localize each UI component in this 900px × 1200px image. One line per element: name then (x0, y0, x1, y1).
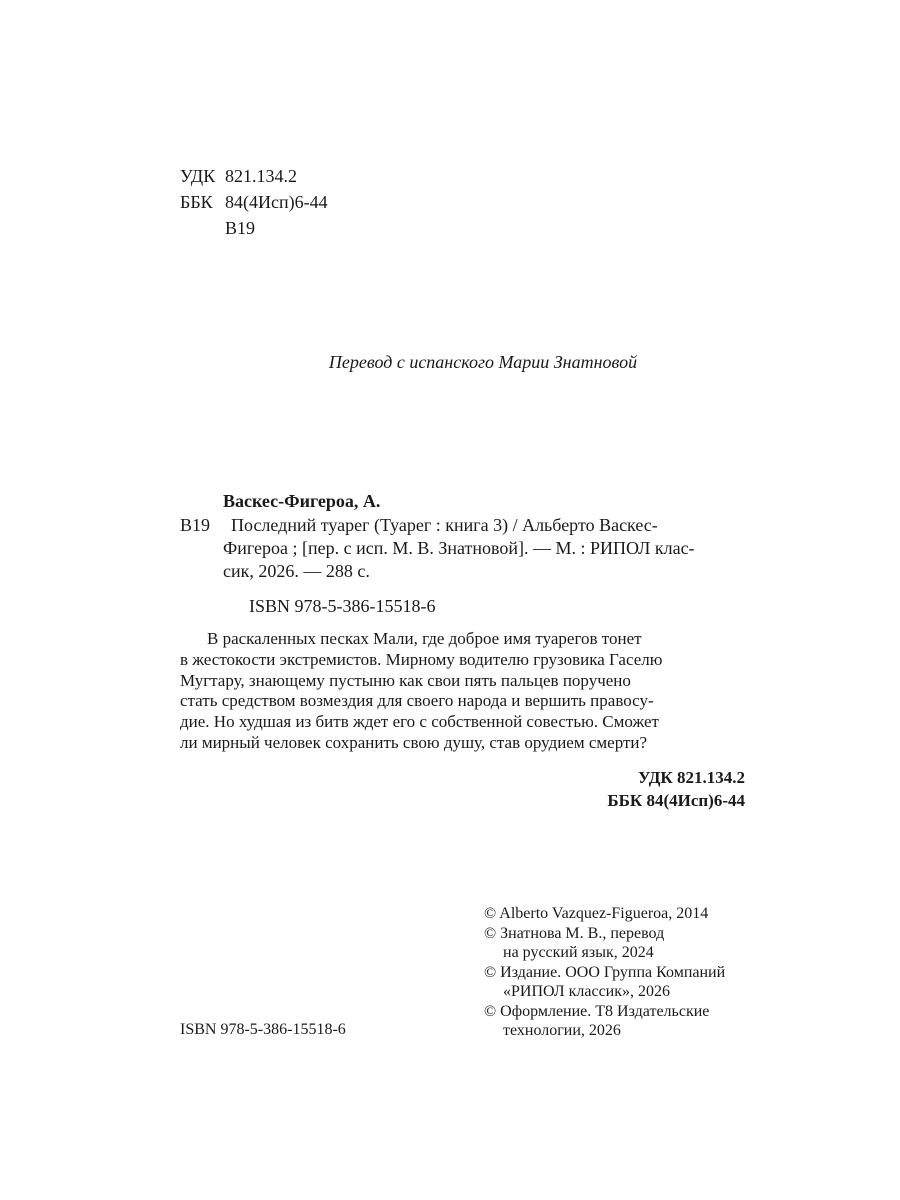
card-bbk: ББК 84(4Исп)6-44 (607, 790, 745, 810)
copyright-line: © Оформление. Т8 Издательские (484, 1002, 710, 1020)
author-mark-row (180, 215, 328, 241)
card-code: В19 (180, 515, 211, 535)
bbk-row (180, 189, 328, 215)
card-isbn: ISBN 978-5-386-15518-6 (249, 596, 436, 616)
description-line: сик, 2026. — 288 с. (223, 561, 370, 581)
annotation-line: в жестокости экстремистов. Мирному водителю грузовика Гаселю (180, 649, 663, 669)
copyright-line: технологии, 2026 (503, 1022, 621, 1039)
translator-note: Перевод с испанского Марии Знатновой (328, 352, 638, 372)
annotation-line: дие. Но худшая из битв ждет его с собственной совестью. Сможет (180, 712, 659, 732)
card-codes (180, 766, 745, 812)
copyright-line: © Знатнова М. В., перевод (484, 924, 665, 942)
card-description (223, 514, 745, 583)
udk-value: 821.134.2 (225, 166, 297, 186)
copyright-line: © Alberto Vazquez-Figueroa, 2014 (484, 905, 709, 922)
bbk-value: 84(4Исп)6-44 (225, 192, 328, 212)
description-line: Фигероа ; [пер. с исп. М. В. Знатновой]. — М. : РИПОЛ клас- (223, 538, 695, 558)
copyright-line: на русский язык, 2024 (503, 944, 654, 961)
annotation-line: Мугтару, знающему пустыню как свои пять пальцев поручено (180, 670, 631, 690)
annotation-line: В раскаленных песках Мали, где доброе имя туарегов тонет (207, 629, 642, 648)
bbk-label: ББК (180, 192, 213, 212)
card-author: Васкес-Фигероа, А. (223, 491, 381, 511)
udk-row (180, 163, 328, 189)
card-description-block (180, 514, 745, 583)
udk-label: УДК (180, 166, 216, 186)
card-annotation (180, 629, 745, 754)
annotation-line: стать средством возмездия для своего народа и вершить правосу- (180, 691, 654, 711)
copyright-line: © Издание. ООО Группа Компаний (484, 963, 726, 981)
description-line: Последний туарег (Туарег : книга 3) / Альберто Васкес- (231, 515, 658, 535)
library-classification (180, 163, 328, 241)
author-mark: В19 (225, 218, 256, 238)
copyright-block (484, 904, 725, 1041)
annotation-line: ли мирный человек сохранить свою душу, став орудием смерти? (180, 732, 648, 752)
catalog-card (180, 490, 745, 812)
card-udk: УДК 821.134.2 (637, 767, 745, 787)
footer-isbn: ISBN 978-5-386-15518-6 (180, 1021, 346, 1038)
copyright-line: «РИПОЛ классик», 2026 (503, 983, 671, 1000)
